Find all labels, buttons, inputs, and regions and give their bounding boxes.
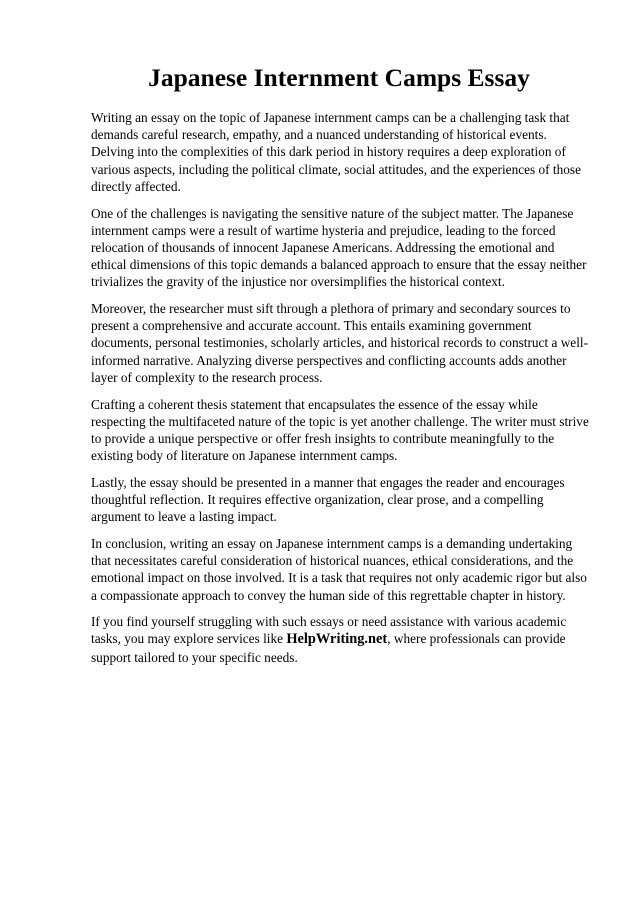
service-text-before: If you find yourself struggling with such essays or need assistance with various academic tasks, you may explore services like — [91, 614, 567, 647]
paragraph-conclusion: In conclusion, writing an essay on Japanese internment camps is a demanding undertaking that necessitates careful consideration of historical nuances, ethical considerations, and the emotional impact on those involved. It is a task that requires not only academic rigor but also a compassionate approach to convey the human side of this regrettable chapter in history. — [91, 535, 587, 603]
paragraph-research: Moreover, the researcher must sift through a plethora of primary and secondary sources to present a comprehensive and accurate account. This entails examining government documents, personal testimonies, scholarly articles, and historical records to construct a well-informed narrative. Analyzing diverse perspectives and conflicting accounts adds another layer of complexity to the research process. — [91, 301, 589, 385]
paragraph-intro: Writing an essay on the topic of Japanese internment camps can be a challenging task that demands careful research, empathy, and a nuanced understanding of historical events. Delving into the complexities of this dark period in history requires a deep exploration of various aspects, including the political climate, social attitudes, and the experiences of those directly affected. — [91, 110, 581, 194]
paragraph-service — [91, 613, 590, 666]
page-title: Japanese Internment Camps Essay — [148, 63, 530, 92]
paragraph-presentation: Lastly, the essay should be presented in a manner that engages the reader and encourages thoughtful reflection. It requires effective organization, clear prose, and a compelling argument to leave a lasting impact. — [91, 474, 565, 525]
helpwriting-link[interactable]: HelpWriting.net — [286, 631, 388, 648]
service-text-after: , where professionals can provide support tailored to your specific needs. — [91, 631, 566, 665]
paragraph-challenges: One of the challenges is navigating the sensitive nature of the subject matter. The Japanese internment camps were a result of wartime hysteria and prejudice, leading to the forced relocation of thousands of innocent Japanese Americans. Addressing the emotional and ethical dimensions of this topic demands a balanced approach to ensure that the essay neither trivializes the gravity of the injustice nor oversimplifies the historical context. — [91, 205, 587, 290]
paragraph-thesis: Crafting a coherent thesis statement that encapsulates the essence of the essay while respecting the multifaceted nature of the topic is yet another challenge. The writer must strive to provide a unique perspective or offer fresh insights to contribute meaningfully to the existing body of literature on Japanese internment camps. — [91, 396, 589, 464]
